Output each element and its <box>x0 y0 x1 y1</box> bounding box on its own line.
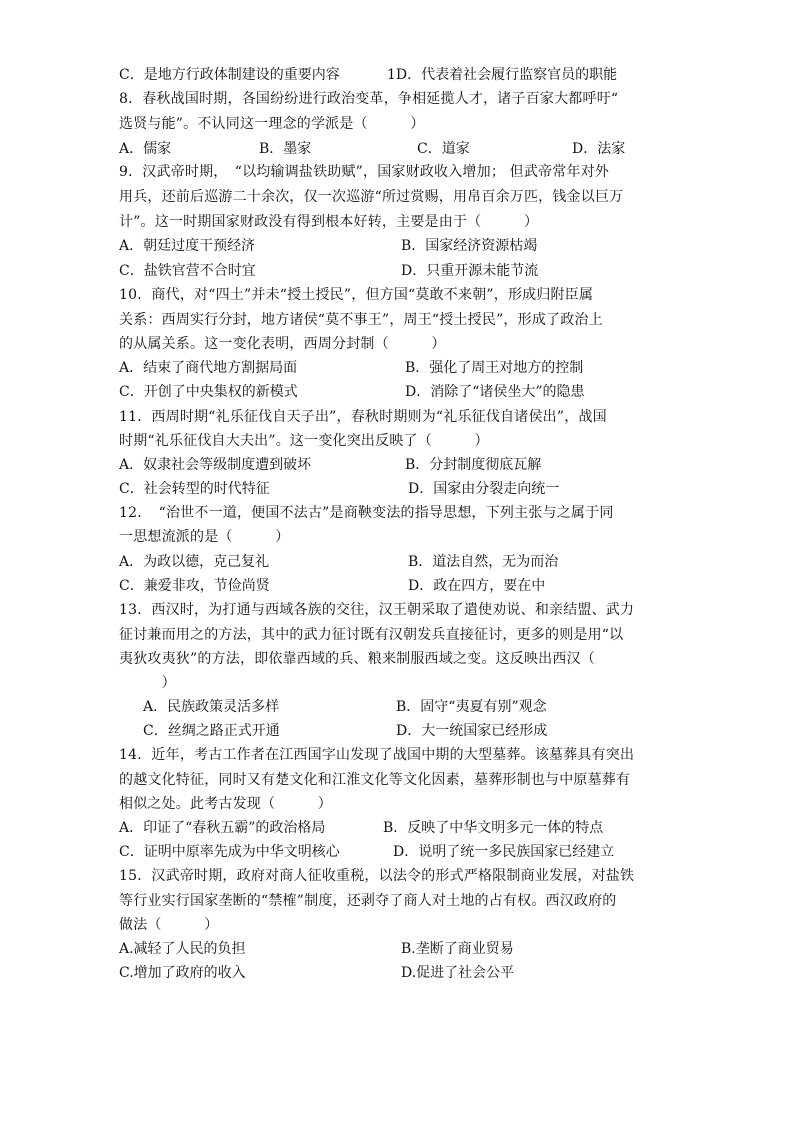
q11-option-d: D．国家由分裂走向统一 <box>408 481 560 497</box>
q13-stem-line-4: ） <box>119 675 176 691</box>
q14-stem-line-3: 相似之处。此考古发现（ ） <box>119 796 332 812</box>
q10-option-b: B．强化了周王对地方的控制 <box>405 360 584 376</box>
q12-option-a: A．为政以德，克己复礼 <box>119 554 270 570</box>
q14-option-c: C．证明中原率先成为中华文明核心 <box>119 844 340 860</box>
q11-stem-line-1: 11．西周时期“礼乐征伐自天子出”，春秋时期则为“礼乐征伐自诸侯出”，战国 <box>119 409 607 425</box>
q11-option-a: A．奴隶社会等级制度遭到破坏 <box>119 457 312 473</box>
q8-option-a: A．儒家 <box>119 141 172 157</box>
q15-stem-line-2: 等行业实行国家垄断的“禁榷”制度，还剥夺了商人对土地的占有权。西汉政府的 <box>119 893 617 909</box>
q12-option-b: B．道法自然，无为而治 <box>408 554 559 570</box>
q14-option-b: B．反映了中华文明多元一体的特点 <box>383 820 604 836</box>
q10-stem-line-1: 10．商代，对“四土”并未“授土授民”，但方国“莫敢不来朝”，形成归附臣属 <box>119 287 594 303</box>
q10-stem-line-2: 关系：西周实行分封，地方诸侯“莫不事王”，周王“授土授民”，形成了政治上 <box>119 312 603 328</box>
q9-option-b: B．国家经济资源枯竭 <box>401 238 538 254</box>
q10-option-c: C．开创了中央集权的新模式 <box>119 384 298 400</box>
q10-stem-line-3: 的从属关系。这一变化表明，西周分封制（ ） <box>119 336 446 352</box>
q8-option-d: D．法家 <box>572 141 626 157</box>
q13-option-a: A．民族政策灵活多样 <box>143 699 280 715</box>
q12-stem-line-2: 一思想流派的是（ ） <box>119 529 290 545</box>
q13-stem-line-3: 夷狄攻夷狄”的方法，即依靠西域的兵、粮来制服西域之变。这反映出西汉（ <box>119 651 595 667</box>
q13-stem-line-1: 13．西汉时，为打通与西域各族的交往，汉王朝采取了遣使劝说、和亲结盟、武力 <box>119 602 635 618</box>
q15-option-d: D.促进了社会公平 <box>401 965 515 981</box>
q8-stem-line-2: 选贤与能”。不认同这一理念的学派是（ ） <box>119 116 425 132</box>
q9-stem-line-3: 计”。这一时期国家财政没有得到根本好转，主要是由于（ ） <box>119 214 539 230</box>
q8-option-c: C．道家 <box>417 141 470 157</box>
q11-option-c: C．社会转型的时代特征 <box>119 481 270 497</box>
q7-option-d: 1D．代表着社会履行监察官员的职能 <box>387 67 618 83</box>
q14-option-d: D．说明了统一多民族国家已经建立 <box>393 844 615 860</box>
q12-option-c: C．兼爱非攻，节俭尚贤 <box>119 578 270 594</box>
q13-stem-line-2: 征讨兼而用之的方法，其中的武力征讨既有汉朝发兵直接征讨，更多的则是用“以 <box>119 627 624 643</box>
q13-option-c: C．丝绸之路正式开通 <box>143 723 280 739</box>
q15-option-c: C.增加了政府的收入 <box>119 965 246 981</box>
q9-stem-line-2: 用兵，还前后巡游二十余次，仅一次巡游“所过赏赐，用帛百余万匹，钱金以巨万 <box>119 189 624 205</box>
q7-option-c: C．是地方行政体制建设的重要内容 <box>119 67 340 83</box>
q8-option-b: B．墨家 <box>259 141 312 157</box>
q13-option-d: D．大一统国家已经形成 <box>396 723 548 739</box>
q10-option-a: A．结束了商代地方割据局面 <box>119 360 298 376</box>
q12-option-d: D．政在四方，要在中 <box>408 578 546 594</box>
q11-stem-line-2: 时期“礼乐征伐自大夫出”。这一变化突出反映了（ ） <box>119 433 489 449</box>
q9-stem-line-1: 9．汉武帝时期， “以均输调盐铁助赋”，国家财政收入增加； 但武帝常年对外 <box>119 164 610 180</box>
q9-option-a: A．朝廷过度干预经济 <box>119 238 256 254</box>
q14-option-a: A．印证了“春秋五霸”的政治格局 <box>119 820 326 836</box>
q14-stem-line-1: 14．近年，考古工作者在江西国字山发现了战国中期的大型墓葬。该墓葬具有突出 <box>119 747 635 763</box>
q15-option-a: A.减轻了人民的负担 <box>119 941 246 957</box>
q9-option-c: C．盐铁官营不合时宜 <box>119 263 256 279</box>
q15-stem-line-1: 15．汉武帝时期，政府对商人征收重税，以法令的形式严格限制商业发展，对盐铁 <box>119 868 635 884</box>
q15-stem-line-3: 做法（ ） <box>119 917 219 933</box>
q15-option-b: B.垄断了商业贸易 <box>401 941 514 957</box>
q14-stem-line-2: 的越文化特征，同时又有楚文化和江淮文化等文化因素，墓葬形制也与中原墓葬有 <box>119 772 631 788</box>
q9-option-d: D．只重开源未能节流 <box>401 263 539 279</box>
q12-stem-line-1: 12． “治世不一道，便国不法古”是商鞅变法的指导思想，下列主张与之属于同 <box>119 505 614 521</box>
q8-stem-line-1: 8．春秋战国时期，各国纷纷进行政治变革，争相延揽人才，诸子百家大都呼吁“ <box>119 91 619 107</box>
q13-option-b: B．固守“夷夏有别”观念 <box>396 699 547 715</box>
q11-option-b: B．分封制度彻底瓦解 <box>405 457 542 473</box>
q10-option-d: D．消除了“诸侯坐大”的隐患 <box>405 384 585 400</box>
